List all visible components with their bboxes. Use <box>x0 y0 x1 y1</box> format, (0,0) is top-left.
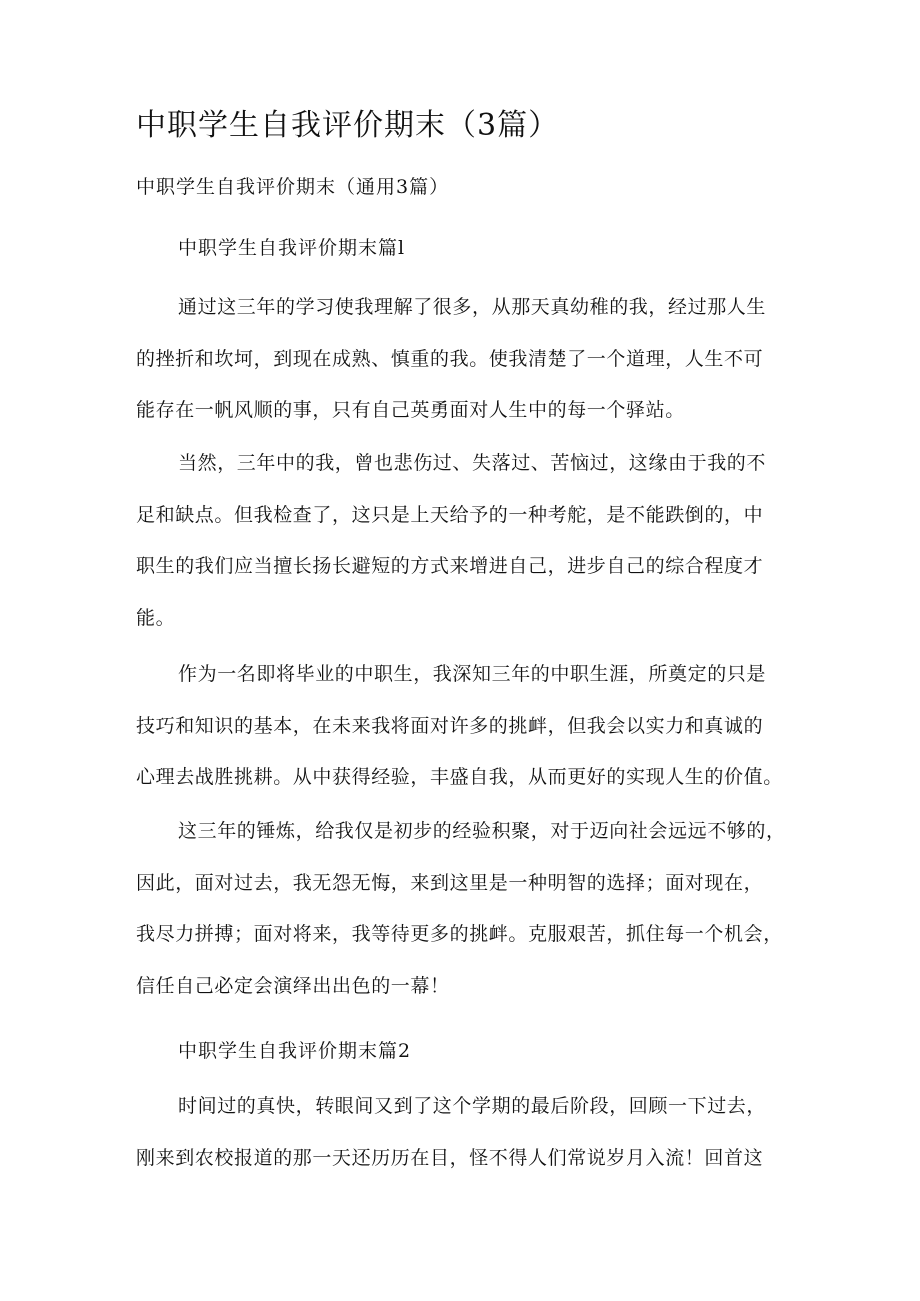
paragraph <box>136 1081 796 1184</box>
document-subtitle: 中职学生自我评价期末（通用3篇） <box>136 176 450 198</box>
paragraph-line: 足和缺点。但我检查了，这只是上天给予的一种考舵，是不能跌倒的，中 <box>136 503 764 526</box>
paragraph-line: 当然，三年中的我，曾也悲伤过、失落过、苦恼过，这缘由于我的不 <box>178 452 767 474</box>
paragraph-line: 信任自己必定会演绎出出色的一幕！ <box>136 974 450 997</box>
paragraph-line: 这三年的锤炼，给我仅是初步的经验积聚，对于迈向社会远远不够的， <box>178 820 786 842</box>
paragraph-line: 因此，面对过去，我无怨无悔，来到这里是一种明智的选择；面对现在， <box>136 871 764 894</box>
paragraph-line: 我尽力拼搏；面对将来，我等待更多的挑衅。克服艰苦，抓住每一个机会， <box>136 923 783 945</box>
paragraph-line: 时间过的真快，转眼间又到了这个学期的最后阶段，回顾一下过去， <box>178 1095 767 1117</box>
section-heading-2: 中职学生自我评价期末篇2 <box>178 1040 412 1062</box>
document-title: 中职学生自我评价期末（3篇） <box>136 108 560 143</box>
paragraph <box>136 806 796 1012</box>
paragraph-line: 作为一名即将毕业的中职生，我深知三年的中职生涯，所奠定的只是 <box>178 663 767 685</box>
section-heading-1: 中职学生自我评价期末篇l <box>178 237 406 259</box>
paragraph <box>136 282 796 437</box>
paragraph-line: 通过这三年的学习使我理解了很多，从那天真幼稚的我，经过那人生 <box>178 296 767 318</box>
paragraph <box>136 438 796 644</box>
paragraph-line: 能。 <box>136 606 176 629</box>
paragraph-line: 职生的我们应当擅长扬长避短的方式来增进自己，进步自己的综合程度才 <box>136 555 764 577</box>
paragraph <box>136 649 796 804</box>
paragraph-line: 刚来到农校报道的那一天还历历在目，怪不得人们常说岁月入流！回首这 <box>136 1146 764 1169</box>
paragraph-line: 心理去战胜挑耕。从中获得经验，丰盛自我，从而更好的实现人生的价值。 <box>136 766 783 788</box>
paragraph-line: 的挫折和坎坷，到现在成熟、慎重的我。使我清楚了一个道理，人生不可 <box>136 347 764 370</box>
paragraph-line: 能存在一帆风顺的事，只有自己英勇面对人生中的每一个驿站。 <box>136 399 685 421</box>
paragraph-line: 技巧和知识的基本，在未来我将面对许多的挑衅，但我会以实力和真诚的 <box>136 714 764 737</box>
